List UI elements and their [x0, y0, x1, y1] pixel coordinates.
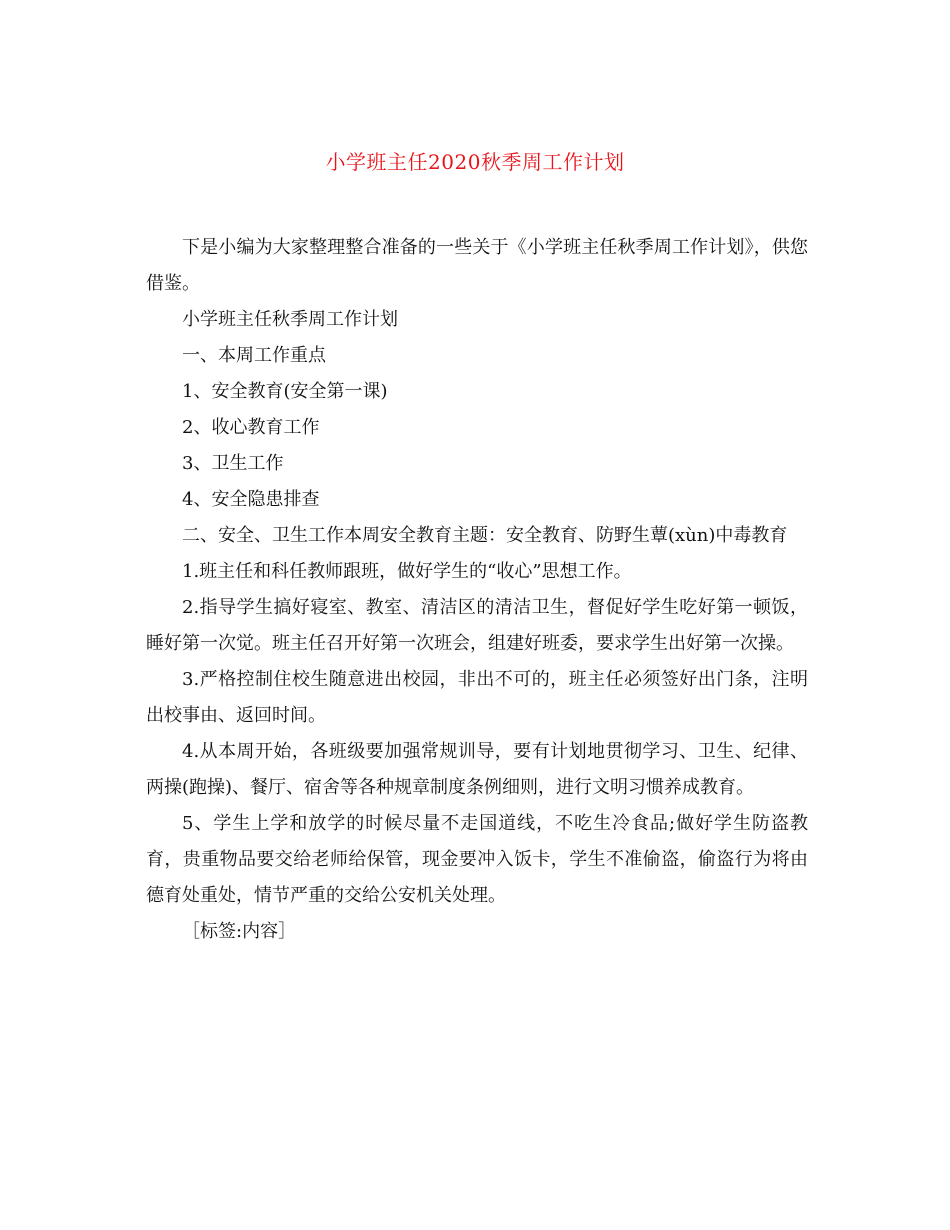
list-item: 1、安全教育(安全第一课) — [182, 381, 388, 402]
list-item: 3、卫生工作 — [182, 453, 284, 474]
intro-paragraph: 下是小编为大家整理整合准备的一些关于《小学班主任秋季周工作计划》，供您借鉴。 — [146, 237, 808, 294]
document-title: 小学班主任2020秋季周工作计划 — [325, 150, 625, 174]
section-heading-1: 一、本周工作重点 — [182, 345, 326, 366]
detail-paragraph: 3.严格控制住校生随意进出校园，非出不可的，班主任必须签好出门条，注明出校事由、返回时间。 — [146, 669, 808, 726]
document-body — [146, 230, 808, 950]
list-item: 2、收心教育工作 — [182, 417, 320, 438]
detail-paragraph: 4.从本周开始，各班级要加强常规训导，要有计划地贯彻学习、卫生、纪律、两操(跑操)、餐厅、宿舍等各种规章制度条例细则，进行文明习惯养成教育。 — [146, 741, 808, 798]
detail-paragraph: 2.指导学生搞好寝室、教室、清洁区的清洁卫生，督促好学生吃好第一顿饭，睡好第一次觉。班主任召开好第一次班会，组建好班委，要求学生出好第一次操。 — [146, 597, 808, 654]
tags-line: ［标签:内容］ — [182, 921, 297, 942]
detail-paragraph: 1.班主任和科任教师跟班，做好学生的“收心”思想工作。 — [182, 561, 632, 582]
plan-heading: 小学班主任秋季周工作计划 — [182, 309, 398, 330]
detail-paragraph: 5、学生上学和放学的时候尽量不走国道线，不吃生冷食品;做好学生防盗教育，贵重物品要交给老师给保管，现金要冲入饭卡，学生不准偷盗，偷盗行为将由德育处重处，情节严重的交给公安机关处理。 — [146, 813, 808, 906]
section-heading-2: 二、安全、卫生工作本周安全教育主题：安全教育、防野生蕈(xùn)中毒教育 — [182, 525, 788, 546]
list-item: 4、安全隐患排查 — [182, 489, 320, 510]
